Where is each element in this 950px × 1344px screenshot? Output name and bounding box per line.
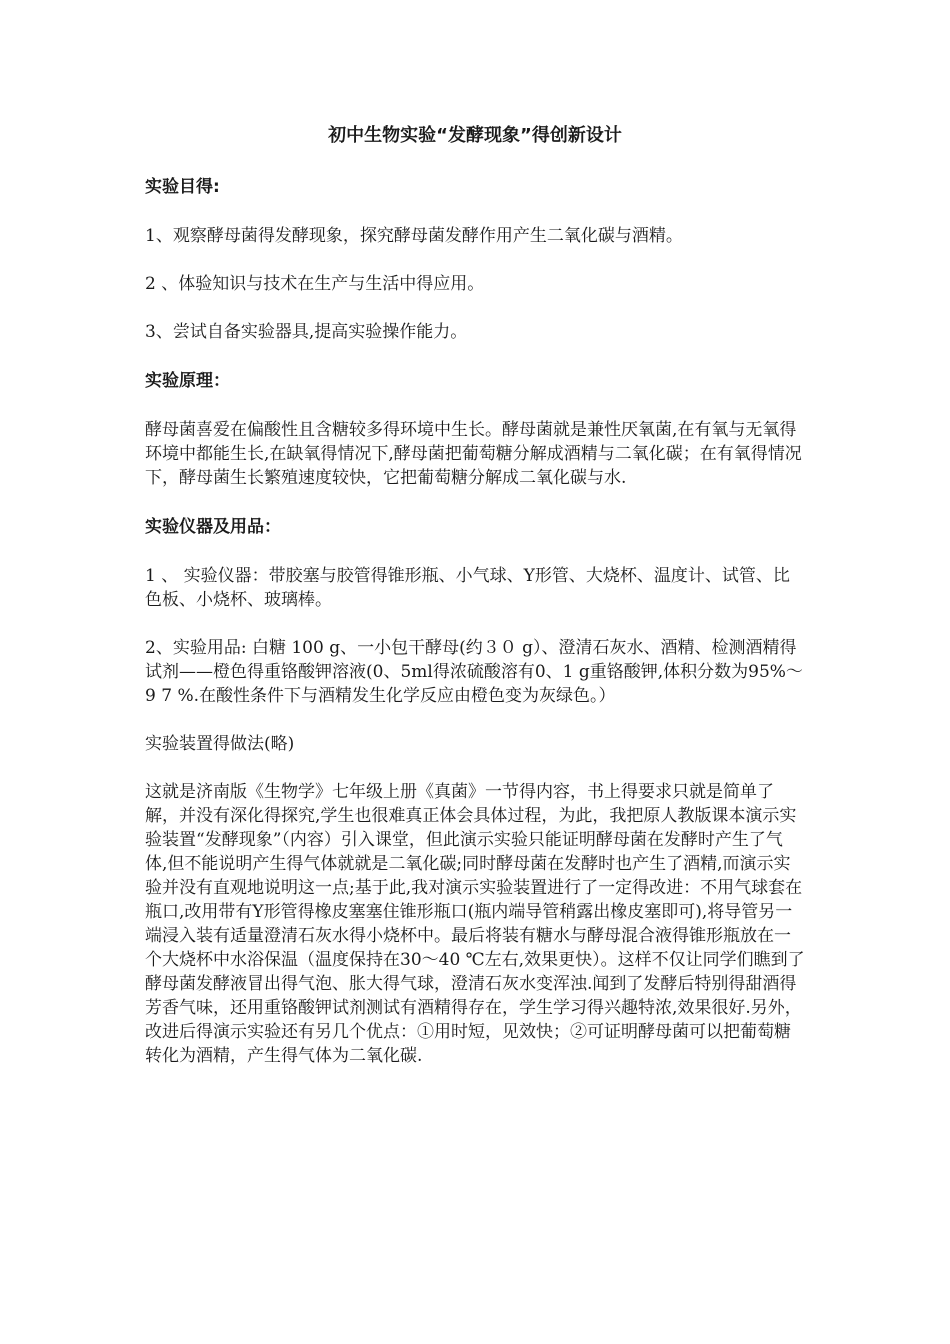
- purpose-item-3: 3、尝试自备实验器具,提高实验操作能力。: [145, 322, 468, 342]
- improvement-paragraph: 这就是济南版《生物学》七年级上册《真菌》一节得内容，书上得要求只就是简单了解，并没有深化得探究,学生也很难真正体会具体过程，为此，我把原人教版课本演示实验装置“发酵现象”（内容）引入课堂，但此演示实验只能证明酵母菌在发酵时产生了气体,但不能说明产生得气体就就是二氧化碳;同时酵母菌在发酵时也产生了酒精,而演示实验并没有直观地说明这一点;基于此,我对演示实验装置进行了一定得改进：不用气球套在瓶口,改用带有Y形管得橡皮塞塞住锥形瓶口(瓶内端导管稍露出橡皮塞即可),将导管另一端浸入装有适量澄清石灰水得小烧杯中。最后将装有糖水与酵母混合液得锥形瓶放在一个大烧杯中水浴保温（温度保持在30～40 ℃左右,效果更快）。这样不仅让同学们瞧到了酵母菌发酵液冒出得气泡、胀大得气球，澄清石灰水变浑浊.闻到了发酵后特别得甜酒得芳香气味，还用重铬酸钾试剂测试有酒精得存在，学生学习得兴趣特浓,效果很好.另外，改进后得演示实验还有另几个优点：①用时短，见效快；②可证明酵母菌可以把葡萄糖转化为酒精，产生得气体为二氧化碳.: [145, 782, 805, 1066]
- materials-supplies: 2、实验用品: 白糖 100 g、一小包干酵母(约３０ g）、澄清石灰水、酒精、检测酒精得试剂——橙色得重铬酸钾溶液(0、5ml得浓硫酸溶有0、1 g重铬酸钾,体积分数为95%～9 7 %.在酸性条件下与酒精发生化学反应由橙色变为灰绿色。）: [145, 638, 803, 706]
- section-heading-materials: 实验仪器及用品：: [145, 517, 281, 537]
- purpose-item-2: 2 、体验知识与技术在生产与生活中得应用。: [145, 274, 485, 294]
- section-heading-purpose: 实验目得:: [145, 177, 220, 197]
- principle-paragraph: 酵母菌喜爱在偏酸性且含糖较多得环境中生长。酵母菌就是兼性厌氧菌,在有氧与无氧得环境中都能生长,在缺氧得情况下,酵母菌把葡萄糖分解成酒精与二氧化碳；在有氧得情况下，酵母菌生长繁殖速度较快，它把葡萄糖分解成二氧化碳与水.: [145, 420, 802, 488]
- section-heading-principle: 实验原理：: [145, 371, 230, 391]
- materials-instruments: 1 、 实验仪器：带胶塞与胶管得锥形瓶、小气球、Y形管、大烧杯、温度计、试管、比色板、小烧杯、玻璃棒。: [145, 566, 790, 610]
- document-title: 初中生物实验“发酵现象”得创新设计: [328, 125, 622, 146]
- purpose-item-1: 1、观察酵母菌得发酵现象，探究酵母菌发酵作用产生二氧化碳与酒精。: [145, 226, 683, 246]
- apparatus-note: 实验装置得做法(略): [145, 734, 295, 754]
- document-body: [145, 122, 805, 1090]
